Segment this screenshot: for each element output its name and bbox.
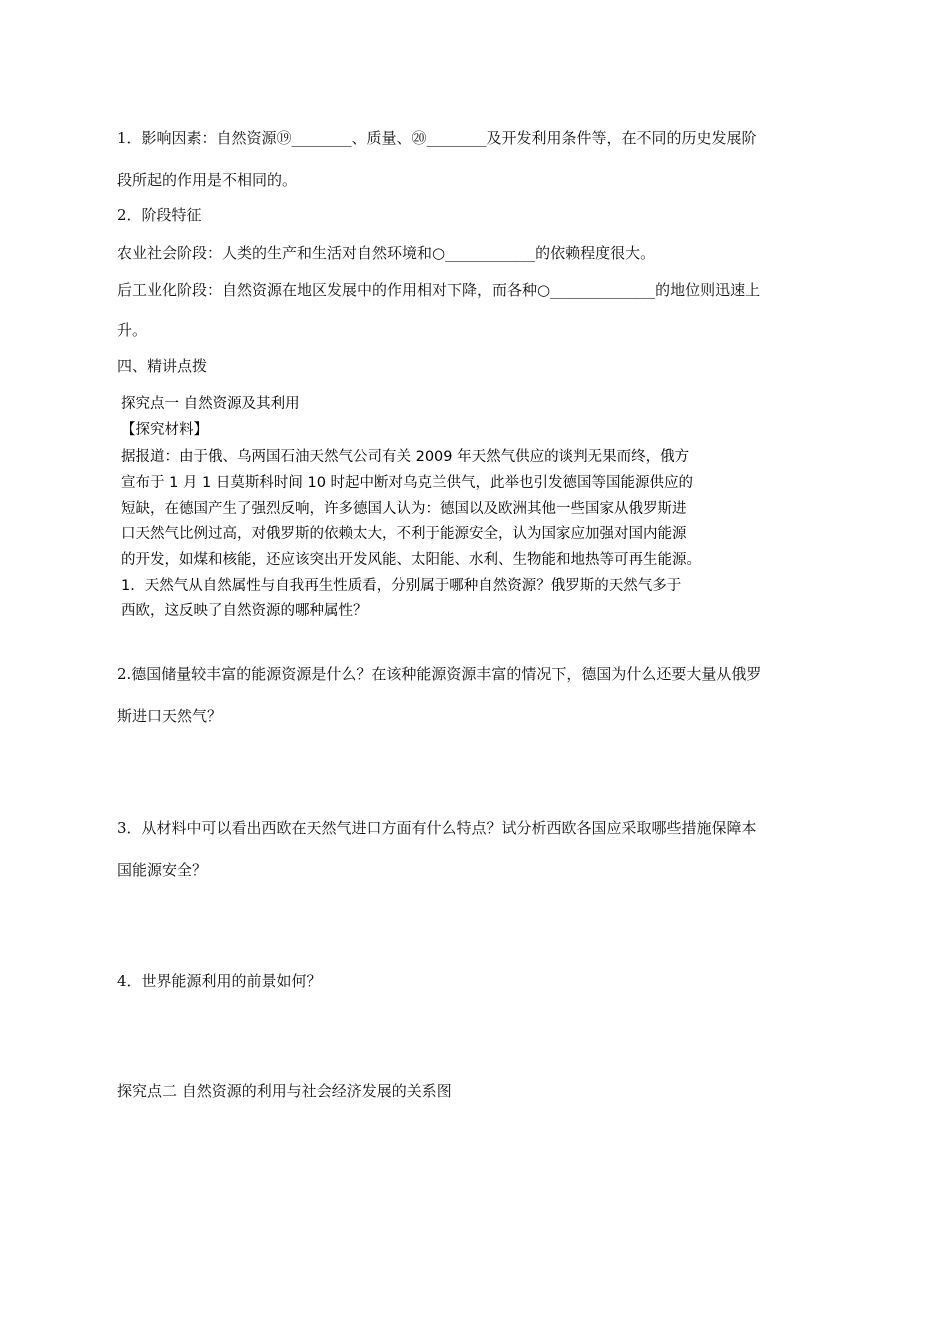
material-line: 据报道：由于俄、乌两国石油天然气公司有关 2009 年天然气供应的谈判无果而终，俄方	[121, 449, 690, 465]
material-line: 短缺，在德国产生了强烈反响，许多德国人认为：德国以及欧洲其他一些国家从俄罗斯进	[121, 501, 687, 517]
question-1-line1: 1．天然气从自然属性与自我再生性质看，分别属于哪种自然资源？俄罗斯的天然气多于	[121, 578, 682, 594]
question-2-line1: 2.德国储量较丰富的能源资源是什么？在该种能源资源丰富的情况下，德国为什么还要大量从俄罗	[117, 665, 762, 683]
question-3-line1: 3．从材料中可以看出西欧在天然气进口方面有什么特点？试分析西欧各国应采取哪些措施保障本	[117, 819, 757, 837]
material-label: 【探究材料】	[121, 422, 208, 438]
item2-heading: 2．阶段特征	[117, 206, 202, 224]
section4-heading: 四、精讲点拨	[117, 357, 208, 375]
inquiry-point-2-title: 探究点二 自然资源的利用与社会经济发展的关系图	[117, 1082, 452, 1100]
material-line: 的开发，如煤和核能，还应该突出开发风能、太阳能、水利、生物能和地热等可再生能源。	[121, 552, 701, 568]
question-1-line2: 西欧，这反映了自然资源的哪种属性？	[121, 603, 368, 619]
material-line: 宣布于 1 月 1 日莫斯科时间 10 时起中断对乌克兰供气，此举也引发德国等国能源供应的	[121, 475, 694, 491]
item1-line1: 1．影响因素：自然资源⑲________、质量、⑳________及开发利用条件等，在不同的历史发展阶	[117, 129, 757, 147]
agri-stage-text: 农业社会阶段：人类的生产和生活对自然环境和○____________的依赖程度很大。	[117, 244, 656, 262]
inquiry-material-box	[117, 390, 757, 630]
question-3-line2: 国能源安全？	[117, 861, 208, 879]
material-line: 口天然气比例过高，对俄罗斯的依赖太大，不利于能源安全，认为国家应加强对国内能源	[121, 526, 687, 542]
item1-line2: 段所起的作用是不相同的。	[117, 171, 298, 189]
inquiry-point-1-title: 探究点一 自然资源及其利用	[121, 396, 300, 412]
question-2-line2: 斯进口天然气？	[117, 707, 223, 725]
question-4: 4．世界能源利用的前景如何？	[117, 972, 322, 990]
post-industrial-line2: 升。	[117, 321, 148, 339]
post-industrial-line1: 后工业化阶段：自然资源在地区发展中的作用相对下降，而各种○______________的地位则迅速上	[117, 281, 761, 299]
